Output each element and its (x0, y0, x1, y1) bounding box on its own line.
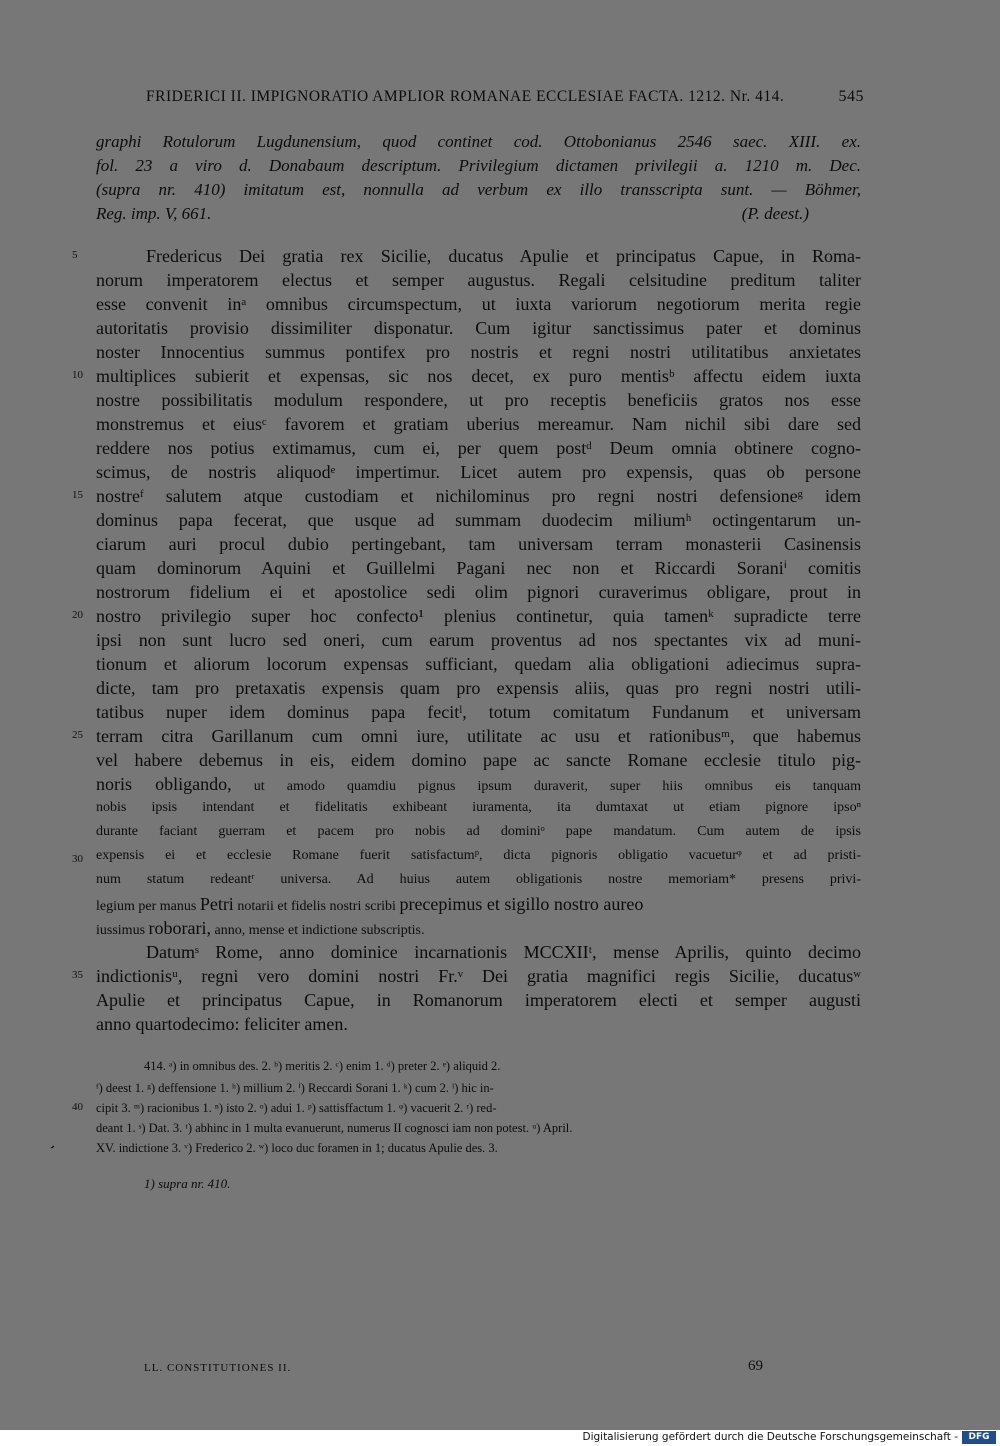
text-line: terram citra Garillanum cum omni iure, utilitate ac usu et rationibusᵐ, que habemus (96, 726, 861, 746)
text-line: tionum et aliorum locorum expensas sufficiant, quedam alia obligationi adiecimus supra- (96, 654, 861, 674)
text-line: scimus, de nostris aliquodᵉ impertimur. Licet autem pro expensis, quas ob persone (96, 462, 861, 482)
funding-bar (0, 1430, 1000, 1446)
apparatus-line: 414. ᵃ) in omnibus des. 2. ᵇ) meritis 2. ᶜ) enim 1. ᵈ) preter 2. ᵉ) aliquid 2. (144, 1059, 501, 1073)
text-line: dicte, tam pro pretaxatis expensis quam pro expensis aliis, quas pro regni nostri utili- (96, 678, 861, 698)
text-line: tatibus nuper idem dominus papa fecitˡ, totum comitatum Fundanum et universam (96, 702, 861, 722)
small-text-line: durante faciant guerram et pacem pro nobis ad dominiᵒ pape mandatum. Cum autem de ipsis (96, 824, 861, 839)
running-header (146, 88, 864, 112)
line-number: 15 (72, 489, 83, 501)
text-segment-small: iussimus (96, 923, 149, 938)
intro-line (96, 202, 861, 226)
text-segment: roborari, (148, 918, 211, 938)
text-segment: noris obligando, (96, 774, 232, 794)
text-line: noster Innocentius summus pontifex pro nostris et regni nostri utilitatibus anxietates (96, 342, 861, 362)
text-line: nostro privilegio super hoc confecto¹ plenius continetur, quia tamenᵏ supradicte terre (96, 606, 861, 626)
datum-line: Apulie et principatus Capue, in Romanorum imperatorem electi et semper augusti (96, 990, 861, 1010)
line-number: 10 (72, 369, 83, 381)
apparatus-line: deant 1. ˢ) Dat. 3. ᵗ) abhinc in 1 multa evanuerunt, numerus II cognosci iam non potest. ᵘ) April. (96, 1121, 573, 1135)
page-number: 545 (838, 88, 864, 105)
line-number: 30 (72, 853, 83, 865)
text-segment-small: legium per manus (96, 899, 200, 914)
intro-line: (supra nr. 410) imitatum est, nonnulla ad verbum ex illo transscripta sunt. — Böhmer, (96, 180, 861, 199)
text-line: nostre possibilitatis modulum respondere, ut pro receptis beneficiis gratos nos esse (96, 390, 861, 410)
line-number: 40 (72, 1101, 83, 1113)
text-line: esse convenit inᵃ omnibus circumspectum, ut iuxta variorum negotiorum merita regie (96, 294, 861, 314)
margin-mark: ’ (44, 1142, 57, 1160)
text-segment-small: anno, mense et indictione subscriptis. (211, 923, 425, 938)
text-line: vel habere debemus in eis, eidem domino pape ac sancte Romane ecclesie titulo pig- (96, 750, 861, 770)
small-text-line: nobis ipsis intendant et fidelitatis exhibeant iuramenta, ita dumtaxat ut etiam pignore ipsoⁿ (96, 800, 861, 815)
text-line: ipsi non sunt lucro sed oneri, cum earum proventus ad nos spectantes vix ad muni- (96, 630, 861, 650)
intro-line: fol. 23 a viro d. Donabaum descriptum. Privilegium dictamen privilegii a. 1210 m. Dec. (96, 156, 861, 175)
text-segment: precepimus et sigillo nostro aureo (399, 894, 644, 914)
text-line: dominus papa fecerat, que usque ad summam duodecim miliumʰ octingentarum un- (96, 510, 861, 530)
datum-line: anno quartodecimo: feliciter amen. (96, 1014, 348, 1034)
text-segment-small: notarii et fidelis nostri scribi (233, 899, 400, 914)
text-line: norum imperatorem electus et semper augustus. Regali celsitudine preditum taliter (96, 270, 861, 290)
small-text-line (96, 892, 861, 916)
intro-line: graphi Rotulorum Lugdunensium, quod continet cod. Ottobonianus 2546 saec. XIII. ex. (96, 132, 861, 151)
text-line: nostreᶠ salutem atque custodiam et nichilominus pro regni nostri defensioneᵍ idem (96, 486, 861, 506)
text-line: nostrorum fidelium ei et apostolice sedi olim pignori curaverimus obligare, prout in (96, 582, 861, 602)
text-line: ciarum auri procul dubio pertingebant, tam universam terram monasterii Casinensis (96, 534, 861, 554)
small-text-line (96, 916, 861, 940)
text-line: autoritatis provisio dissimiliter disponatur. Cum igitur sanctissimus pater et dominus (96, 318, 861, 338)
apparatus-line: ᶠ) deest 1. ᵍ) deffensione 1. ʰ) millium 2. ⁱ) Reccardi Sorani 1. ᵏ) cum 2. ˡ) hic in- (96, 1081, 494, 1095)
datum-line: indictionisᵘ, regni vero domini nostri Fr.ᵛ Dei gratia magnifici regis Sicilie, ducatusʷ (96, 966, 861, 986)
datum-line: Datumˢ Rome, anno dominice incarnationis MCCXIIᵗ, mense Aprilis, quinto decimo (146, 942, 861, 962)
text-segment-small: ut amodo quamdiu pignus ipsum duraverit, super hiis omnibus eis tanquam (231, 779, 861, 794)
small-text-line: expensis ei et ecclesie Romane fuerit satisfactumᵖ, dicta pignoris obligatio vacueturᵠ et ad pristi- (96, 848, 861, 863)
footer-sheet-number: 69 (748, 1358, 763, 1374)
footer-series-title: LL. CONSTITUTIONES II. (144, 1362, 292, 1374)
intro-reference: Reg. imp. V, 661. (96, 204, 212, 223)
line-number: 20 (72, 609, 83, 621)
text-line: monstremus et eiusᶜ favorem et gratiam uberius mereamur. Nam nichil sibi dare sed (96, 414, 861, 434)
line-number: 35 (72, 969, 83, 981)
text-line: reddere nos potius extimamus, cum ei, per quem postᵈ Deum omnia obtinere cogno- (96, 438, 861, 458)
text-line: multiplices subierit et expensas, sic nos decet, ex puro mentisᵇ affectu eidem iuxta (96, 366, 861, 386)
running-title: FRIDERICI II. IMPIGNORATIO AMPLIOR ROMANAE ECCLESIAE FACTA. 1212. Nr. 414. (146, 88, 785, 105)
line-number: 5 (72, 249, 78, 261)
text-line (96, 772, 861, 796)
small-text-line: num statum redeantʳ universa. Ad huius autem obligationis nostre memoriam* presens privi- (96, 872, 861, 887)
apparatus-line: XV. indictione 3. ᵛ) Frederico 2. ʷ) loco duc foramen in 1; ducatus Apulie des. 3. (96, 1141, 498, 1155)
text-segment: Petri (199, 894, 234, 914)
funding-notice: Digitalisierung gefördert durch die Deutsche Forschungsgemeinschaft - (582, 1431, 958, 1443)
footnote: 1) supra nr. 410. (144, 1176, 231, 1191)
line-number: 25 (72, 729, 83, 741)
text-line: quam dominorum Aquini et Guillelmi Pagani nec non et Riccardi Soraniⁱ comitis (96, 558, 861, 578)
apparatus-line: cipit 3. ᵐ) racionibus 1. ⁿ) isto 2. ᵒ) adui 1. ᵖ) sattisffactum 1. ᵠ) vacuerit 2. ʳ) red- (96, 1101, 497, 1115)
intro-source-note: (P. deest.) (741, 204, 809, 223)
dfg-logo: DFG (962, 1431, 996, 1444)
text-line: Fredericus Dei gratia rex Sicilie, ducatus Apulie et principatus Capue, in Roma- (146, 246, 861, 266)
